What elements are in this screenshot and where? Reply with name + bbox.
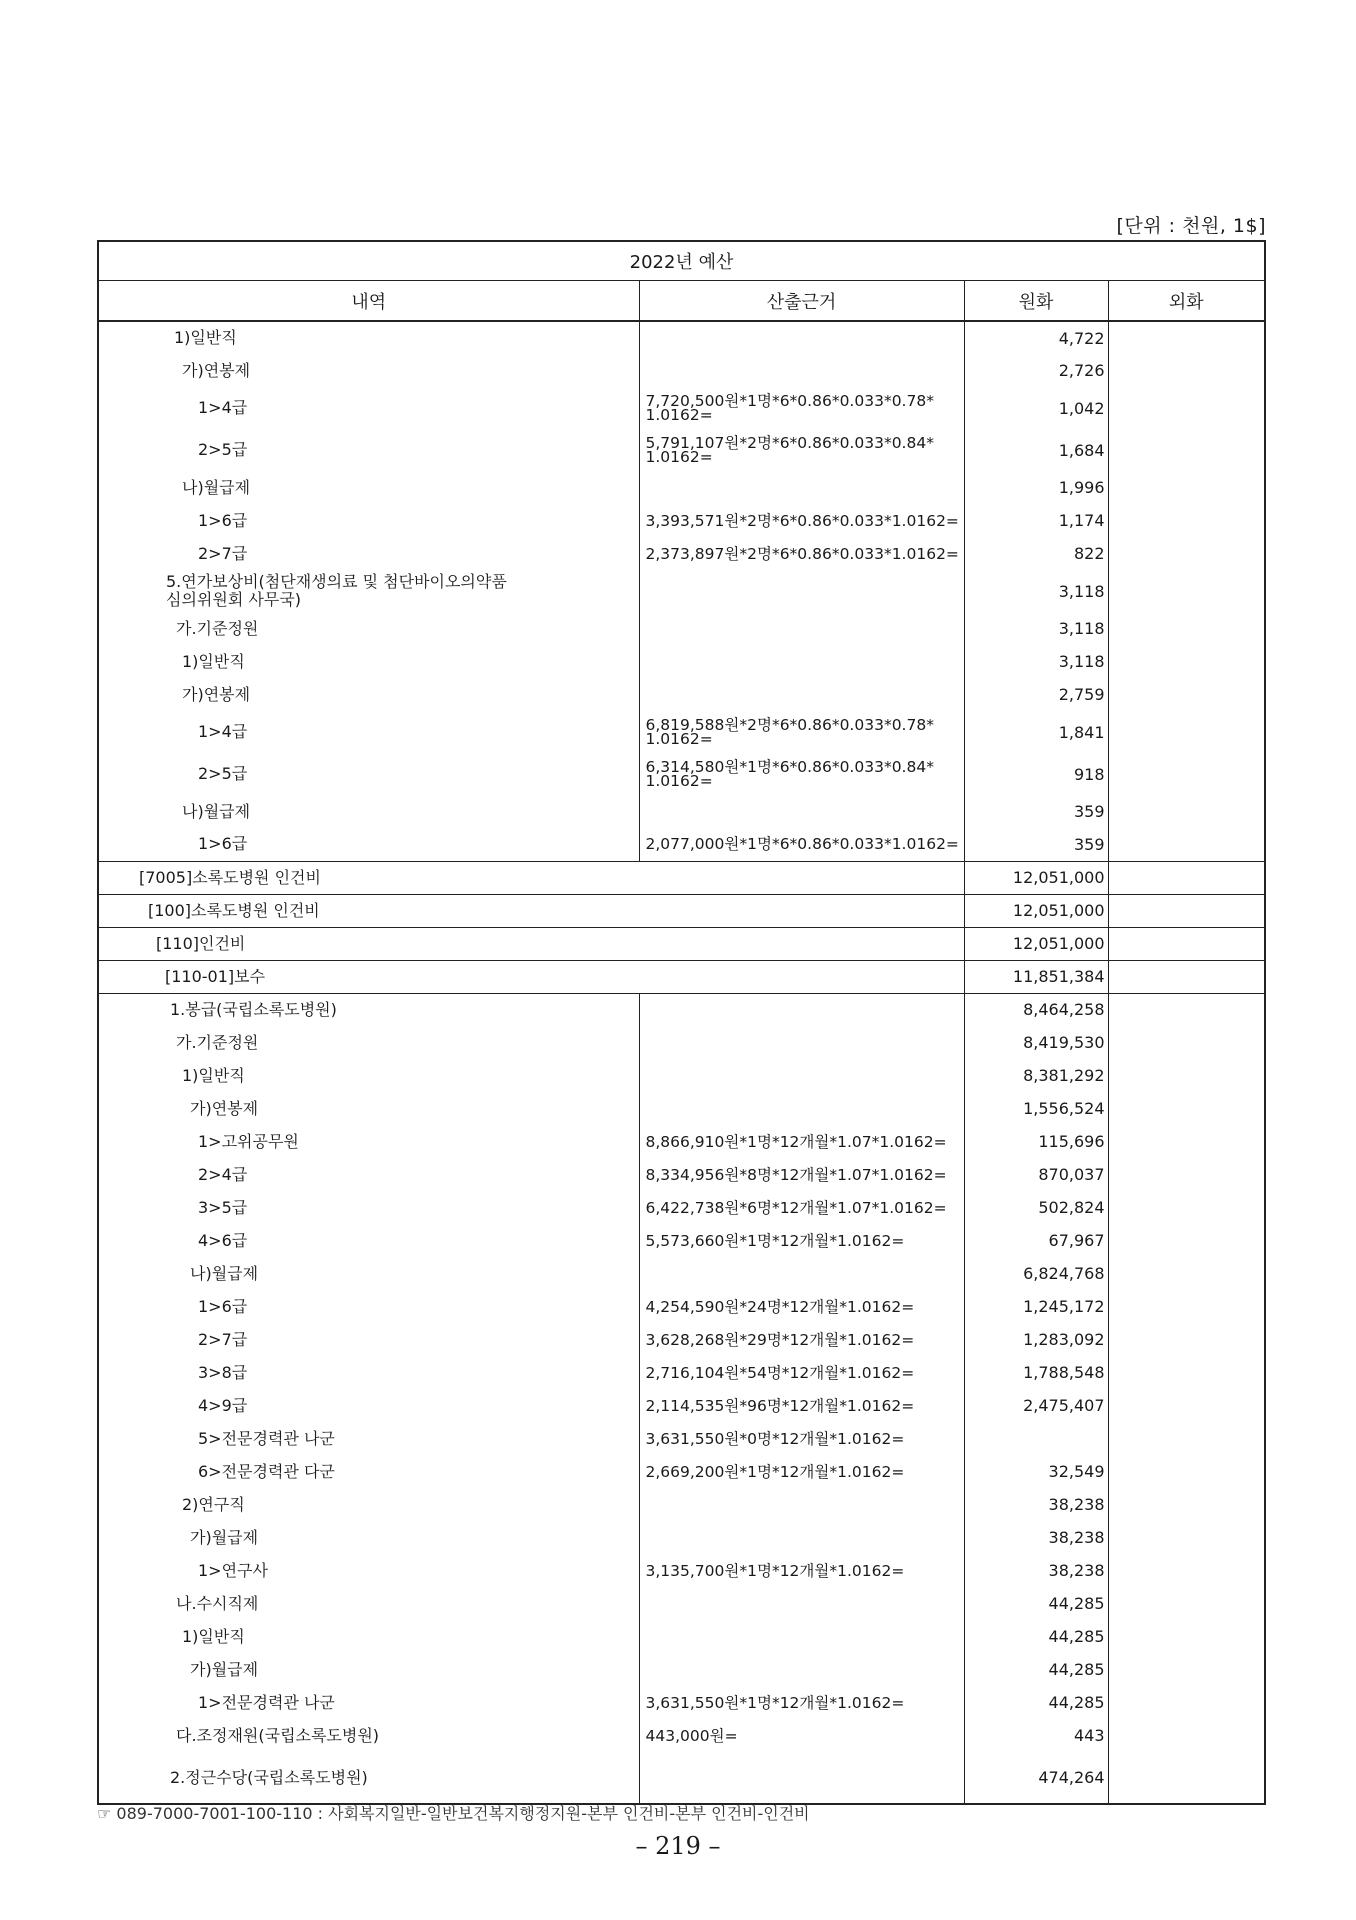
table-row	[98, 354, 1265, 387]
basis-cell	[639, 321, 964, 354]
item-cell: 2>5급	[98, 429, 639, 471]
item-cell: 1>4급	[98, 711, 639, 753]
table-row	[98, 993, 1265, 1026]
foreign-amount-cell	[1108, 861, 1265, 894]
table-row	[98, 429, 1265, 471]
krw-amount-cell: 474,264	[964, 1752, 1108, 1804]
item-cell: [110-01]보수	[98, 960, 964, 993]
basis-cell: 3,628,268원*29명*12개월*1.0162=	[639, 1323, 964, 1356]
foreign-amount-cell	[1108, 993, 1265, 1026]
basis-cell: 8,334,956원*8명*12개월*1.07*1.0162=	[639, 1158, 964, 1191]
item-cell: 1>고위공무원	[98, 1125, 639, 1158]
table-row	[98, 471, 1265, 504]
foreign-amount-cell	[1108, 711, 1265, 753]
basis-cell: 7,720,500원*1명*6*0.86*0.033*0.78* 1.0162=	[639, 387, 964, 429]
basis-cell	[639, 993, 964, 1026]
krw-amount-cell: 44,285	[964, 1587, 1108, 1620]
table-row	[98, 1686, 1265, 1719]
foreign-amount-cell	[1108, 753, 1265, 795]
item-cell: 5.연가보상비(첨단재생의료 및 첨단바이오의약품 심의위원회 사무국)	[98, 570, 639, 612]
krw-amount-cell: 870,037	[964, 1158, 1108, 1191]
item-cell: [110]인건비	[98, 927, 964, 960]
item-cell: 3>8급	[98, 1356, 639, 1389]
basis-cell	[639, 1521, 964, 1554]
item-cell: 나)월급제	[98, 471, 639, 504]
item-cell: 2)연구직	[98, 1488, 639, 1521]
item-cell: 가)월급제	[98, 1521, 639, 1554]
table-row	[98, 1125, 1265, 1158]
krw-amount-cell: 8,381,292	[964, 1059, 1108, 1092]
item-cell: 5>전문경력관 나군	[98, 1422, 639, 1455]
basis-cell	[639, 1059, 964, 1092]
foreign-amount-cell	[1108, 894, 1265, 927]
table-row	[98, 711, 1265, 753]
foreign-amount-cell	[1108, 1422, 1265, 1455]
table-row	[98, 1290, 1265, 1323]
basis-cell: 443,000원=	[639, 1719, 964, 1752]
foreign-amount-cell	[1108, 927, 1265, 960]
table-row	[98, 645, 1265, 678]
krw-amount-cell: 822	[964, 537, 1108, 570]
basis-cell: 2,716,104원*54명*12개월*1.0162=	[639, 1356, 964, 1389]
item-cell: 1>4급	[98, 387, 639, 429]
foreign-amount-cell	[1108, 471, 1265, 504]
basis-cell	[639, 1653, 964, 1686]
item-cell: 2>7급	[98, 1323, 639, 1356]
foreign-amount-cell	[1108, 1191, 1265, 1224]
table-row	[98, 1653, 1265, 1686]
krw-amount-cell: 44,285	[964, 1686, 1108, 1719]
table-row	[98, 1026, 1265, 1059]
basis-cell	[639, 678, 964, 711]
table-row	[98, 1257, 1265, 1290]
foreign-amount-cell	[1108, 321, 1265, 354]
krw-amount-cell: 11,851,384	[964, 960, 1108, 993]
table-row	[98, 1158, 1265, 1191]
table-row	[98, 537, 1265, 570]
basis-cell: 2,669,200원*1명*12개월*1.0162=	[639, 1455, 964, 1488]
basis-cell: 3,393,571원*2명*6*0.86*0.033*1.0162=	[639, 504, 964, 537]
basis-cell: 4,254,590원*24명*12개월*1.0162=	[639, 1290, 964, 1323]
krw-amount-cell: 38,238	[964, 1488, 1108, 1521]
krw-amount-cell: 1,684	[964, 429, 1108, 471]
foreign-amount-cell	[1108, 612, 1265, 645]
krw-amount-cell: 4,722	[964, 321, 1108, 354]
item-cell: 나.수시직제	[98, 1587, 639, 1620]
table-row	[98, 1191, 1265, 1224]
krw-amount-cell: 6,824,768	[964, 1257, 1108, 1290]
basis-cell	[639, 612, 964, 645]
krw-amount-cell: 1,283,092	[964, 1323, 1108, 1356]
table-row	[98, 504, 1265, 537]
table-row	[98, 1752, 1265, 1804]
krw-amount-cell: 918	[964, 753, 1108, 795]
table-row	[98, 1323, 1265, 1356]
table-row	[98, 1356, 1265, 1389]
krw-amount-cell: 115,696	[964, 1125, 1108, 1158]
table-row	[98, 678, 1265, 711]
basis-cell: 2,077,000원*1명*6*0.86*0.033*1.0162=	[639, 828, 964, 861]
budget-table	[97, 240, 1266, 1805]
item-cell: 가.기준정원	[98, 1026, 639, 1059]
table-row	[98, 1719, 1265, 1752]
item-cell: 1)일반직	[98, 321, 639, 354]
item-cell: 2>5급	[98, 753, 639, 795]
column-header-basis: 산출근거	[639, 281, 964, 322]
table-row	[98, 927, 1265, 960]
item-cell: 다.조정재원(국립소록도병원)	[98, 1719, 639, 1752]
krw-amount-cell: 44,285	[964, 1653, 1108, 1686]
year-header: 2022년 예산	[98, 241, 1265, 281]
item-cell: 1)일반직	[98, 645, 639, 678]
table-row	[98, 795, 1265, 828]
item-cell: 가)연봉제	[98, 678, 639, 711]
foreign-amount-cell	[1108, 1257, 1265, 1290]
column-header-foreign: 외화	[1108, 281, 1265, 322]
table-row	[98, 1422, 1265, 1455]
basis-cell: 3,631,550원*1명*12개월*1.0162=	[639, 1686, 964, 1719]
item-cell: 1>6급	[98, 828, 639, 861]
item-cell: 나)월급제	[98, 1257, 639, 1290]
foreign-amount-cell	[1108, 1125, 1265, 1158]
foreign-amount-cell	[1108, 537, 1265, 570]
table-row	[98, 1389, 1265, 1422]
krw-amount-cell: 359	[964, 828, 1108, 861]
basis-cell	[639, 1587, 964, 1620]
item-cell: 1>연구사	[98, 1554, 639, 1587]
foreign-amount-cell	[1108, 1521, 1265, 1554]
unit-note: [단위 : 천원, 1$]	[1116, 215, 1266, 237]
krw-amount-cell: 3,118	[964, 645, 1108, 678]
basis-cell	[639, 1092, 964, 1125]
item-cell: 가)연봉제	[98, 1092, 639, 1125]
foreign-amount-cell	[1108, 429, 1265, 471]
table-row	[98, 861, 1265, 894]
item-cell: 1.봉급(국립소록도병원)	[98, 993, 639, 1026]
item-cell: 가)월급제	[98, 1653, 639, 1686]
item-cell: 2>7급	[98, 537, 639, 570]
item-cell: 1>6급	[98, 1290, 639, 1323]
basis-cell: 3,135,700원*1명*12개월*1.0162=	[639, 1554, 964, 1587]
table-row	[98, 570, 1265, 612]
table-row	[98, 1224, 1265, 1257]
item-cell: 4>6급	[98, 1224, 639, 1257]
basis-cell: 2,373,897원*2명*6*0.86*0.033*1.0162=	[639, 537, 964, 570]
foreign-amount-cell	[1108, 1752, 1265, 1804]
foreign-amount-cell	[1108, 504, 1265, 537]
table-row	[98, 612, 1265, 645]
table-row	[98, 1521, 1265, 1554]
basis-cell	[639, 1752, 964, 1804]
item-cell: [7005]소록도병원 인건비	[98, 861, 964, 894]
krw-amount-cell: 12,051,000	[964, 861, 1108, 894]
item-cell: 1)일반직	[98, 1620, 639, 1653]
basis-cell: 6,422,738원*6명*12개월*1.07*1.0162=	[639, 1191, 964, 1224]
item-cell: [100]소록도병원 인건비	[98, 894, 964, 927]
footnote: ☞ 089-7000-7001-100-110 : 사회복지일반-일반보건복지행정지원-본부 인건비-본부 인건비-인건비	[97, 1804, 810, 1823]
table-row	[98, 753, 1265, 795]
foreign-amount-cell	[1108, 354, 1265, 387]
item-cell: 1>전문경력관 나군	[98, 1686, 639, 1719]
table-row	[98, 1092, 1265, 1125]
table-row	[98, 828, 1265, 861]
foreign-amount-cell	[1108, 1092, 1265, 1125]
krw-amount-cell: 359	[964, 795, 1108, 828]
foreign-amount-cell	[1108, 1587, 1265, 1620]
foreign-amount-cell	[1108, 1455, 1265, 1488]
basis-cell	[639, 354, 964, 387]
krw-amount-cell: 1,042	[964, 387, 1108, 429]
table-row	[98, 321, 1265, 354]
column-header-item: 내역	[98, 281, 639, 322]
krw-amount-cell: 38,238	[964, 1521, 1108, 1554]
basis-cell	[639, 471, 964, 504]
basis-cell: 3,631,550원*0명*12개월*1.0162=	[639, 1422, 964, 1455]
basis-cell	[639, 1257, 964, 1290]
foreign-amount-cell	[1108, 828, 1265, 861]
basis-cell	[639, 645, 964, 678]
item-cell: 2.정근수당(국립소록도병원)	[98, 1752, 639, 1804]
foreign-amount-cell	[1108, 1719, 1265, 1752]
page-number: – 219 –	[635, 1832, 721, 1860]
table-row	[98, 1488, 1265, 1521]
foreign-amount-cell	[1108, 795, 1265, 828]
foreign-amount-cell	[1108, 678, 1265, 711]
foreign-amount-cell	[1108, 1323, 1265, 1356]
krw-amount-cell: 1,841	[964, 711, 1108, 753]
item-cell: 6>전문경력관 다군	[98, 1455, 639, 1488]
krw-amount-cell: 1,788,548	[964, 1356, 1108, 1389]
krw-amount-cell: 1,245,172	[964, 1290, 1108, 1323]
table-row	[98, 1455, 1265, 1488]
item-cell: 2>4급	[98, 1158, 639, 1191]
krw-amount-cell: 2,475,407	[964, 1389, 1108, 1422]
basis-cell	[639, 1026, 964, 1059]
foreign-amount-cell	[1108, 1290, 1265, 1323]
krw-amount-cell: 67,967	[964, 1224, 1108, 1257]
foreign-amount-cell	[1108, 387, 1265, 429]
basis-cell	[639, 1620, 964, 1653]
foreign-amount-cell	[1108, 1389, 1265, 1422]
krw-amount-cell: 3,118	[964, 612, 1108, 645]
foreign-amount-cell	[1108, 1059, 1265, 1092]
foreign-amount-cell	[1108, 1026, 1265, 1059]
foreign-amount-cell	[1108, 1356, 1265, 1389]
krw-amount-cell	[964, 1422, 1108, 1455]
foreign-amount-cell	[1108, 1488, 1265, 1521]
krw-amount-cell: 12,051,000	[964, 927, 1108, 960]
column-header-krw: 원화	[964, 281, 1108, 322]
foreign-amount-cell	[1108, 1554, 1265, 1587]
item-cell: 가.기준정원	[98, 612, 639, 645]
table-row	[98, 1620, 1265, 1653]
krw-amount-cell: 443	[964, 1719, 1108, 1752]
table-row	[98, 387, 1265, 429]
basis-cell: 8,866,910원*1명*12개월*1.07*1.0162=	[639, 1125, 964, 1158]
item-cell: 3>5급	[98, 1191, 639, 1224]
table-row	[98, 1059, 1265, 1092]
foreign-amount-cell	[1108, 645, 1265, 678]
item-cell: 1>6급	[98, 504, 639, 537]
foreign-amount-cell	[1108, 960, 1265, 993]
krw-amount-cell: 12,051,000	[964, 894, 1108, 927]
krw-amount-cell: 502,824	[964, 1191, 1108, 1224]
krw-amount-cell: 2,759	[964, 678, 1108, 711]
basis-cell	[639, 570, 964, 612]
basis-cell: 5,791,107원*2명*6*0.86*0.033*0.84* 1.0162=	[639, 429, 964, 471]
basis-cell	[639, 795, 964, 828]
basis-cell: 5,573,660원*1명*12개월*1.0162=	[639, 1224, 964, 1257]
basis-cell: 2,114,535원*96명*12개월*1.0162=	[639, 1389, 964, 1422]
krw-amount-cell: 1,556,524	[964, 1092, 1108, 1125]
item-cell: 나)월급제	[98, 795, 639, 828]
krw-amount-cell: 2,726	[964, 354, 1108, 387]
foreign-amount-cell	[1108, 570, 1265, 612]
krw-amount-cell: 1,174	[964, 504, 1108, 537]
basis-cell	[639, 1488, 964, 1521]
table-row	[98, 1554, 1265, 1587]
foreign-amount-cell	[1108, 1620, 1265, 1653]
foreign-amount-cell	[1108, 1686, 1265, 1719]
budget-rows	[98, 321, 1265, 1804]
item-cell: 가)연봉제	[98, 354, 639, 387]
krw-amount-cell: 32,549	[964, 1455, 1108, 1488]
foreign-amount-cell	[1108, 1224, 1265, 1257]
item-cell: 1)일반직	[98, 1059, 639, 1092]
foreign-amount-cell	[1108, 1653, 1265, 1686]
foreign-amount-cell	[1108, 1158, 1265, 1191]
table-row	[98, 960, 1265, 993]
krw-amount-cell: 44,285	[964, 1620, 1108, 1653]
basis-cell: 6,314,580원*1명*6*0.86*0.033*0.84* 1.0162=	[639, 753, 964, 795]
table-row	[98, 894, 1265, 927]
krw-amount-cell: 3,118	[964, 570, 1108, 612]
table-row	[98, 1587, 1265, 1620]
basis-cell: 6,819,588원*2명*6*0.86*0.033*0.78* 1.0162=	[639, 711, 964, 753]
krw-amount-cell: 8,419,530	[964, 1026, 1108, 1059]
krw-amount-cell: 1,996	[964, 471, 1108, 504]
item-cell: 4>9급	[98, 1389, 639, 1422]
krw-amount-cell: 38,238	[964, 1554, 1108, 1587]
krw-amount-cell: 8,464,258	[964, 993, 1108, 1026]
